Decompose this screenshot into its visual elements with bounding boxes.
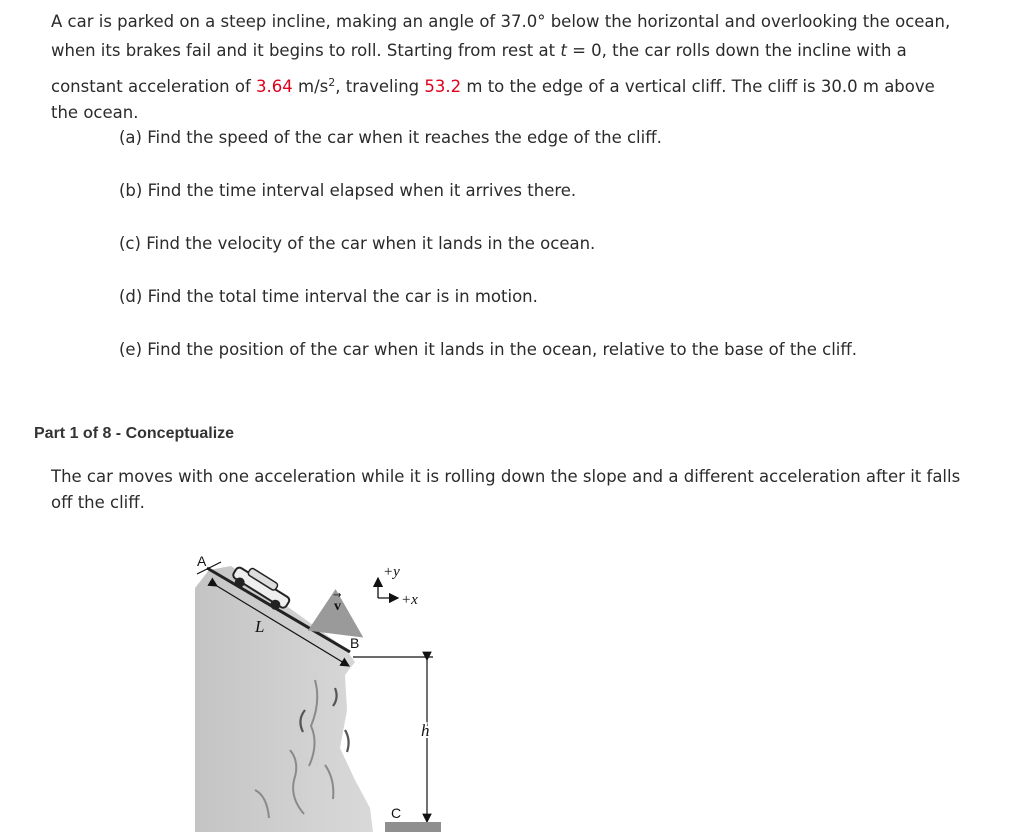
axis-y-label: +y bbox=[383, 564, 400, 580]
part-c: (c) Find the velocity of the car when it lands in the ocean. bbox=[119, 234, 596, 253]
label-L: L bbox=[255, 617, 265, 636]
problem-line-3 bbox=[51, 68, 1001, 101]
ocean-surface bbox=[385, 822, 441, 832]
part-e: (e) Find the position of the car when it lands in the ocean, relative to the base of the cliff. bbox=[119, 340, 858, 359]
part-d: (d) Find the total time interval the car is in motion. bbox=[119, 287, 538, 306]
question-parts bbox=[119, 125, 999, 390]
label-v: v bbox=[334, 599, 341, 614]
acceleration-unit: m/s bbox=[292, 77, 329, 96]
problem-line-4: the ocean. bbox=[51, 103, 139, 122]
label-A: A bbox=[197, 553, 207, 569]
concept-line-2: off the cliff. bbox=[51, 493, 145, 512]
acceleration-exponent: 2 bbox=[328, 76, 336, 89]
section-heading: Part 1 of 8 - Conceptualize bbox=[34, 425, 235, 442]
problem-line-2-a: when its brakes fail and it begins to roll. Starting from rest at bbox=[51, 41, 561, 60]
problem-line-3-b: , traveling bbox=[335, 77, 425, 96]
problem-line-2-b: = 0, the car rolls down the incline with a bbox=[566, 41, 907, 60]
problem-statement bbox=[51, 7, 1001, 127]
time-variable: t bbox=[560, 41, 567, 60]
velocity-arrow bbox=[331, 616, 355, 632]
problem-line-3-a: constant acceleration of bbox=[51, 77, 257, 96]
label-C: C bbox=[391, 805, 402, 821]
axis-x-label: +x bbox=[401, 592, 418, 608]
conceptualize-text bbox=[51, 464, 1006, 516]
problem-line-2 bbox=[51, 36, 1001, 65]
label-h: h bbox=[421, 721, 430, 740]
concept-line-1: The car moves with one acceleration while it is rolling down the slope and a different acceleration after it falls bbox=[51, 467, 961, 486]
part-b: (b) Find the time interval elapsed when it arrives there. bbox=[119, 181, 577, 200]
part-a: (a) Find the speed of the car when it reaches the edge of the cliff. bbox=[119, 128, 662, 147]
cliff-diagram bbox=[195, 540, 470, 832]
problem-line-1: A car is parked on a steep incline, making an angle of 37.0° below the horizontal and overlooking the ocean, bbox=[51, 12, 951, 31]
acceleration-value: 3.64 bbox=[256, 77, 293, 96]
label-B: B bbox=[350, 635, 360, 651]
cliff-figure bbox=[195, 540, 470, 832]
vector-arrow: → bbox=[333, 590, 342, 601]
problem-line-3-c: m to the edge of a vertical cliff. The cliff is 30.0 m above bbox=[461, 77, 935, 96]
distance-value: 53.2 bbox=[424, 77, 462, 96]
